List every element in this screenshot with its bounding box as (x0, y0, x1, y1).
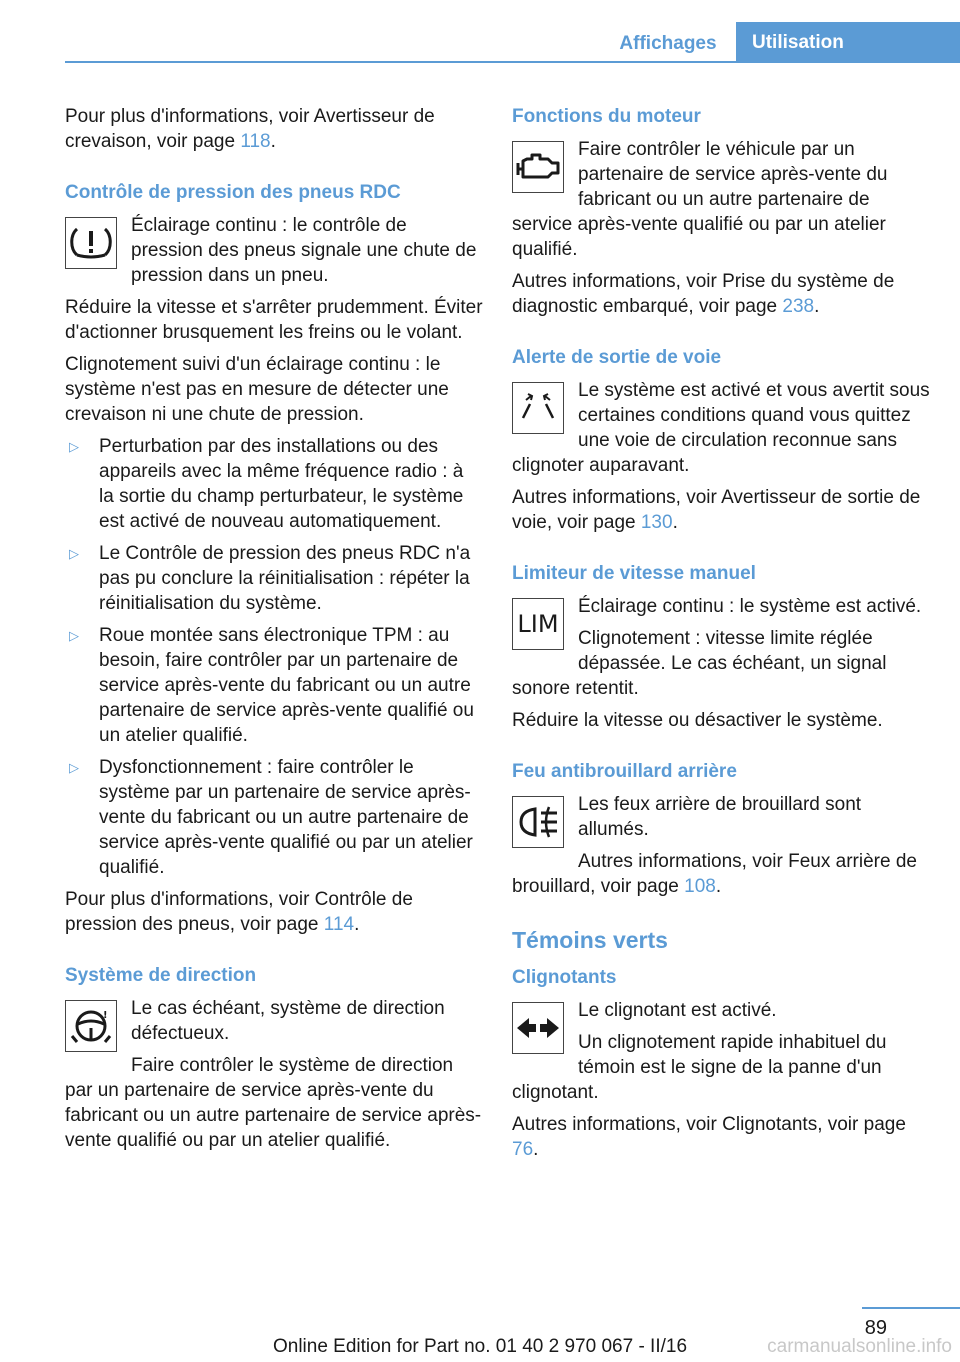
heading-rdc: Contrôle de pression des pneus RDC (65, 182, 401, 203)
lane-p1: Le système est activé et vous avertit sous certaines conditions quand vous quittez une voie de circulation reconnue sans clignoter auparavant. (512, 380, 930, 476)
intro-paragraph: Pour plus d'informations, voir Avertisseur de crevaison, voir page 118. (65, 106, 435, 152)
page-link-130[interactable]: 130 (640, 512, 673, 533)
left-column (65, 104, 483, 1160)
bullet-triangle-icon: ▷ (69, 439, 79, 454)
signal-p2: Un clignotement rapide inhabituel du témoin est le signe de la panne d'un clignotant. (512, 1032, 887, 1103)
signal-p1: Le clignotant est activé. (578, 1000, 777, 1021)
steering-p1: Le cas échéant, système de direction défectueux. (131, 998, 445, 1044)
page-link-238[interactable]: 238 (782, 296, 815, 317)
list-item: ▷ Roue montée sans électronique TPM : au besoin, faire contrôler par un partenaire de service après-vente du fabricant ou un autre partenaire de service après-vente qualifié ou un atelier qualifié. (69, 625, 474, 746)
engine-more: Autres informations, voir Prise du système de diagnostic embarqué, voir page 238. (512, 271, 895, 317)
list-item: ▷ Perturbation par des installations ou des appareils avec la même fréquence radio : à la sortie du champ perturbateur, le système est activé de nouveau automatiquement. (69, 436, 464, 532)
bullet-triangle-icon: ▷ (69, 628, 79, 643)
lim-text: LIM (517, 609, 559, 638)
heading-turn-signals: Clignotants (512, 967, 617, 988)
list-item: ▷ Dysfonctionnement : faire contrôler le système par un partenaire de service après-vente du fabricant ou un autre partenaire de service après-vente qualifié ou par un atelier qualifié. (69, 757, 473, 878)
page-link-108[interactable]: 108 (684, 876, 716, 897)
watermark: carmanualsonline.info (767, 1336, 952, 1357)
svg-text:!: ! (103, 1010, 108, 1021)
page-number: 89 (864, 1317, 887, 1339)
page-link-118[interactable]: 118 (240, 131, 271, 152)
list-item: ▷ Le Contrôle de pression des pneus RDC n'a pas pu conclure la réinitialisation : répéter la réinitialisation du système. (69, 543, 471, 614)
footer-rule (862, 1307, 960, 1309)
steering-wheel-warning-icon (65, 1000, 117, 1052)
rear-fog-light-icon (512, 796, 564, 848)
tire-pressure-warning-icon (65, 217, 117, 269)
tab-affichages[interactable]: Affichages (619, 33, 717, 54)
fog-more: Autres informations, voir Feux arrière de brouillard, voir page 108. (512, 851, 917, 897)
rdc-bullet-list (65, 434, 483, 880)
speed-limiter-icon (512, 598, 564, 650)
limiter-p3: Réduire la vitesse ou désactiver le système. (512, 710, 883, 731)
signal-more: Autres informations, voir Clignotants, voir page 76. (512, 1114, 906, 1160)
turn-signal-icon (512, 1002, 564, 1054)
rdc-p2: Réduire la vitesse et s'arrêter prudemment. Éviter d'actionner brusquement les freins ou le volant. (65, 297, 483, 343)
fog-p1: Les feux arrière de brouillard sont allumés. (578, 794, 862, 840)
steering-p2: Faire contrôler le système de direction par un partenaire de service après-vente du fabricant ou un autre partenaire de service après-vente qualifié ou par un atelier qualifié. (65, 1055, 482, 1151)
tab-utilisation[interactable]: Utilisation (736, 22, 960, 63)
rdc-p3: Clignotement suivi d'un éclairage continu : le système n'est pas en mesure de détecter une crevaison ni une chute de pression. (65, 354, 449, 425)
page-link-76[interactable]: 76 (512, 1139, 534, 1160)
heading-fog: Feu antibrouillard arrière (512, 761, 737, 782)
lane-more: Autres informations, voir Avertisseur de sortie de voie, voir page 130. (512, 487, 921, 533)
lane-departure-icon (512, 382, 564, 434)
engine-p1: Faire contrôler le véhicule par un partenaire de service après-vente du fabricant ou un autre partenaire de service après-vente qualifié ou par un atelier qualifié. (512, 139, 888, 260)
bullet-triangle-icon: ▷ (69, 760, 79, 775)
heading-lane: Alerte de sortie de voie (512, 347, 722, 368)
limiter-p1: Éclairage continu : le système est activé. (578, 596, 922, 617)
rdc-p1: Éclairage continu : le contrôle de pression des pneus signale une chute de pression dans un pneu. (131, 215, 477, 286)
edition-note: Online Edition for Part no. 01 40 2 970 067 - II/16 (272, 1336, 688, 1357)
heading-steering: Système de direction (65, 965, 257, 986)
heading-engine: Fonctions du moteur (512, 106, 701, 127)
rdc-more: Pour plus d'informations, voir Contrôle de pression des pneus, voir page 114. (65, 889, 413, 935)
right-column (512, 104, 932, 1169)
limiter-p2: Clignotement : vitesse limite réglée dépassée. Le cas échéant, un signal sonore retentit. (512, 628, 887, 699)
bullet-triangle-icon: ▷ (69, 546, 79, 561)
engine-check-icon (512, 141, 564, 193)
page-link-114[interactable]: 114 (323, 914, 355, 935)
heading-limiter: Limiteur de vitesse manuel (512, 563, 756, 584)
heading-green-indicators: Témoins verts (512, 927, 668, 953)
